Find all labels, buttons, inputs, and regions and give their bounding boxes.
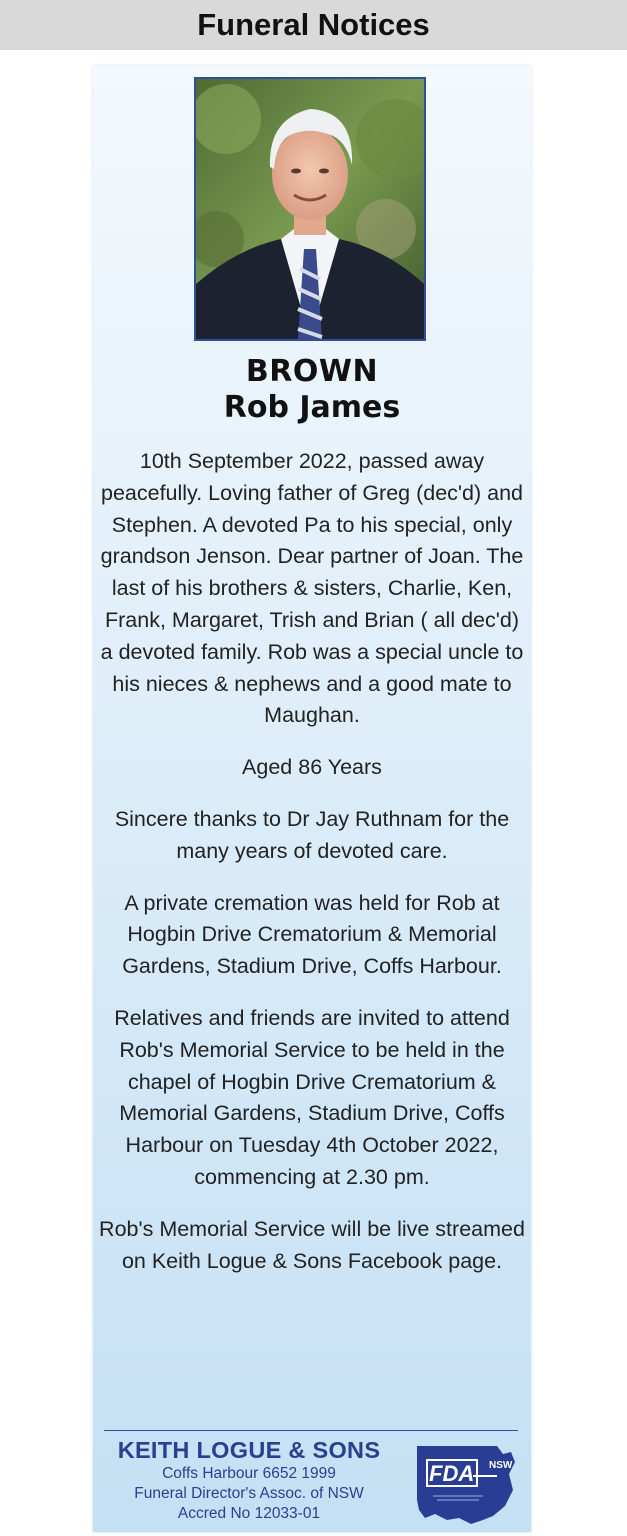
- funeral-director-info: [99, 1436, 399, 1524]
- given-names: Rob James: [223, 390, 401, 425]
- firm-association: Funeral Director's Assoc. of NSW: [134, 1485, 364, 1502]
- firm-accreditation: Accred No 12033-01: [177, 1505, 321, 1522]
- notice-paragraph: Relatives and friends are invited to attend Rob's Memorial Service to be held in the chapel of Hogbin Drive Crematorium & Memorial Gardens, Stadium Drive, Coffs Harbour on Tuesday 4th October 2022, commencing at 2.30 pm.: [114, 1005, 510, 1189]
- notice-paragraph: A private cremation was held for Rob at Hogbin Drive Crematorium & Memorial Gardens, Stadium Drive, Coffs Harbour.: [122, 890, 502, 979]
- deceased-name: [93, 354, 531, 426]
- surname: BROWN: [245, 354, 379, 389]
- header-bar: [0, 0, 627, 50]
- notice-paragraph: 10th September 2022, passed away peacefully. Loving father of Greg (dec'd) and Stephen. A devoted Pa to his special, only grandson Jenson. Dear partner of Joan. The last of his brothers & sisters, Charlie, Ken, Frank, Margaret, Trish and Brian ( all dec'd) a devoted family. Rob was a special uncle to his nieces & nephews and a good mate to Maughan.: [100, 449, 524, 728]
- fda-nsw-logo-icon: [413, 1440, 519, 1526]
- notice-paragraph: Rob's Memorial Service will be live streamed on Keith Logue & Sons Facebook page.: [99, 1216, 525, 1273]
- portrait-photo: [194, 77, 426, 341]
- logo-text: FDA: [429, 1461, 475, 1486]
- notice-body: [93, 446, 531, 1297]
- notice-paragraph: Aged 86 Years: [242, 755, 382, 780]
- page-title: Funeral Notices: [197, 7, 430, 42]
- notice-paragraph: Sincere thanks to Dr Jay Ruthnam for the many years of devoted care.: [114, 806, 510, 863]
- firm-name: KEITH LOGUE & SONS: [117, 1437, 381, 1463]
- firm-phone: Coffs Harbour 6652 1999: [162, 1465, 336, 1482]
- footer-divider: [104, 1430, 518, 1431]
- logo-state: NSW: [489, 1460, 513, 1471]
- funeral-notice: [93, 66, 531, 1532]
